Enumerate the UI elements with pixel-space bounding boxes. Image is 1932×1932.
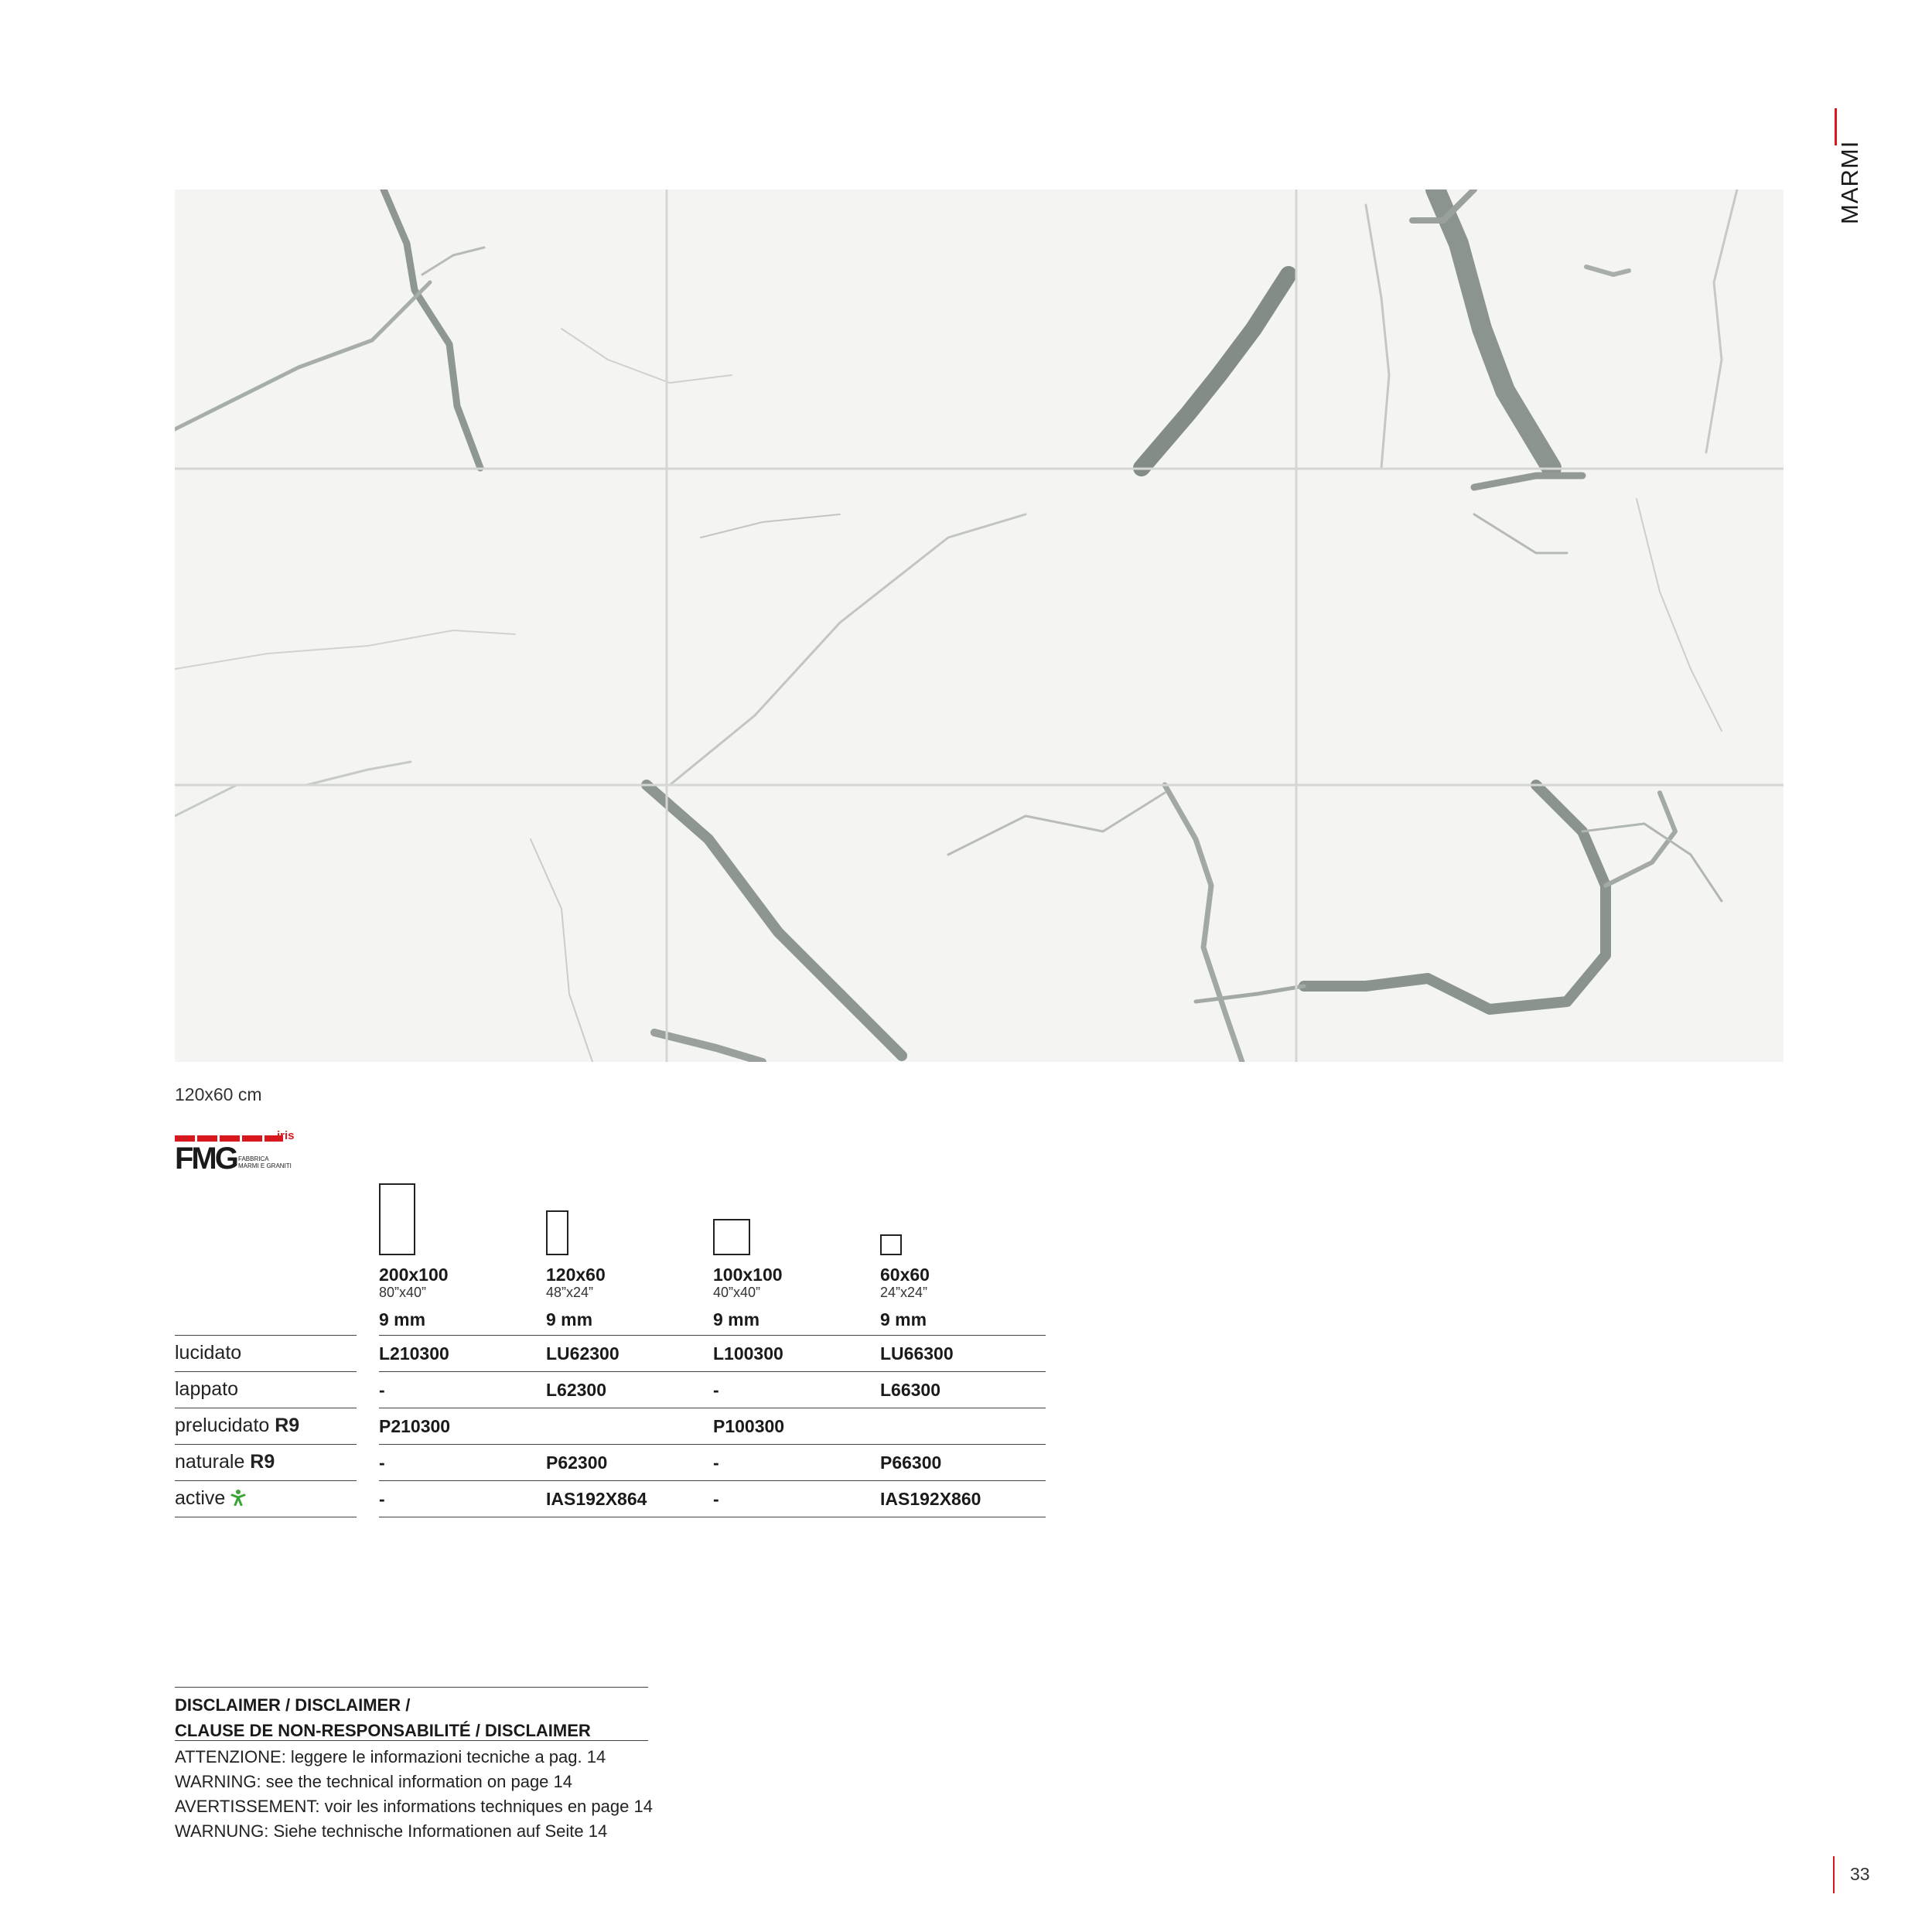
- logo-red-bar: [175, 1135, 283, 1142]
- size-60x60-icon: [880, 1234, 902, 1255]
- disclaimer-title: DISCLAIMER / DISCLAIMER / CLAUSE DE NON-RESPONSABILITÉ / DISCLAIMER: [175, 1695, 591, 1740]
- marble-tile-image: [175, 189, 1784, 1062]
- table-divider: [379, 1335, 1046, 1336]
- logo-subtitle: FABBRICA MARMI E GRANITI: [238, 1155, 292, 1169]
- fmg-logo: [175, 1129, 314, 1182]
- section-tab: [1831, 108, 1878, 224]
- image-caption: 120x60 cm: [175, 1084, 262, 1104]
- disclaimer-mid-rule: [175, 1740, 648, 1741]
- table-cell: P62300: [546, 1452, 608, 1473]
- row-label-lucidato: lucidato: [175, 1342, 242, 1364]
- section-tab-label: MARMI: [1836, 140, 1863, 224]
- table-cell: -: [379, 1452, 385, 1473]
- table-cell: P210300: [379, 1416, 451, 1436]
- size-200x100-icon: [379, 1183, 415, 1255]
- table-cell: -: [713, 1489, 719, 1509]
- table-divider: [175, 1371, 357, 1372]
- disclaimer-top-rule: [175, 1687, 648, 1688]
- table-divider: [379, 1480, 1046, 1481]
- table-cell: P66300: [880, 1452, 942, 1473]
- page-number-accent: [1833, 1856, 1835, 1893]
- table-cell: -: [713, 1452, 719, 1473]
- active-figure-icon: [230, 1489, 246, 1506]
- logo-tag: iris: [277, 1129, 295, 1142]
- disclaimer-body: ATTENZIONE: leggere le informazioni tecniche a pag. 14 WARNING: see the technical information on page 14 AVERTISSEMENT: voir les informations techniques en page 14 WARNUNG: Siehe technische Informationen auf Seite 14: [175, 1747, 653, 1841]
- table-cell: -: [379, 1380, 385, 1400]
- table-cell: LU66300: [880, 1343, 954, 1364]
- column-header-120x60: 120x60 48”x24” 9 mm: [546, 1265, 606, 1330]
- row-label-prelucidato: prelucidato R9: [175, 1415, 300, 1436]
- column-header-200x100: 200x100 80”x40” 9 mm: [379, 1265, 449, 1330]
- table-cell: L66300: [880, 1380, 941, 1400]
- table-cell: L62300: [546, 1380, 607, 1400]
- table-cell: IAS192X864: [546, 1489, 647, 1509]
- table-divider: [379, 1444, 1046, 1445]
- table-cell: -: [379, 1489, 385, 1509]
- table-cell: L100300: [713, 1343, 783, 1364]
- row-label-naturale: naturale R9: [175, 1451, 275, 1473]
- table-cell: -: [713, 1380, 719, 1400]
- table-divider: [175, 1480, 357, 1481]
- table-cell: P100300: [713, 1416, 785, 1436]
- row-label-active: active: [175, 1487, 246, 1510]
- table-cell: LU62300: [546, 1343, 620, 1364]
- page-number: 33: [1850, 1864, 1870, 1884]
- table-divider: [175, 1444, 357, 1445]
- size-120x60-icon: [546, 1210, 568, 1255]
- size-100x100-icon: [713, 1219, 750, 1255]
- column-header-60x60: 60x60 24”x24” 9 mm: [880, 1265, 930, 1330]
- column-header-100x100: 100x100 40”x40” 9 mm: [713, 1265, 783, 1330]
- table-cell: L210300: [379, 1343, 449, 1364]
- table-cell: IAS192X860: [880, 1489, 981, 1509]
- row-label-lappato: lappato: [175, 1378, 239, 1400]
- table-divider: [175, 1335, 357, 1336]
- logo-brand: FMG: [175, 1142, 237, 1176]
- table-divider: [379, 1371, 1046, 1372]
